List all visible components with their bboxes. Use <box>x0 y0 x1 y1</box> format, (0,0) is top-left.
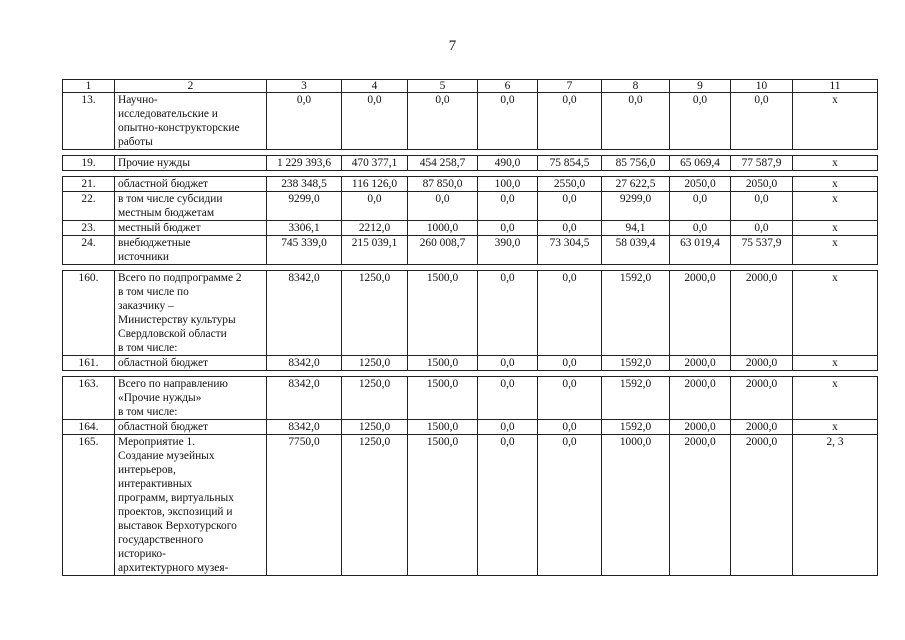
table-row <box>63 177 878 192</box>
reference-cell: x <box>793 420 878 435</box>
table-row <box>63 236 878 265</box>
value-cell: 2550,0 <box>538 177 602 192</box>
value-cell: 0,0 <box>538 377 602 420</box>
header-row <box>63 80 878 93</box>
row-name-cell: областной бюджет <box>115 420 267 435</box>
header-cell: 2 <box>115 80 267 93</box>
value-cell: 1250,0 <box>342 356 408 371</box>
header-cell: 1 <box>63 80 115 93</box>
reference-cell: x <box>793 192 878 221</box>
value-cell: 454 258,7 <box>408 156 478 171</box>
value-cell: 0,0 <box>538 271 602 356</box>
value-cell: 0,0 <box>731 192 793 221</box>
value-cell: 2000,0 <box>670 271 731 356</box>
table-row <box>63 93 878 150</box>
header-cell: 6 <box>478 80 538 93</box>
reference-cell: x <box>793 377 878 420</box>
value-cell: 9299,0 <box>267 192 342 221</box>
value-cell: 2000,0 <box>670 377 731 420</box>
row-name-cell: Прочие нужды <box>115 156 267 171</box>
value-cell: 0,0 <box>538 221 602 236</box>
table-row <box>63 420 878 435</box>
value-cell: 490,0 <box>478 156 538 171</box>
value-cell: 2000,0 <box>731 435 793 576</box>
row-name-cell: Всего по подпрограмме 2 в том числе по заказчику – Министерству культуры Свердловской области в том числе: <box>115 271 267 356</box>
value-cell: 470 377,1 <box>342 156 408 171</box>
row-number-cell: 164. <box>63 420 115 435</box>
value-cell: 75 854,5 <box>538 156 602 171</box>
table-body <box>63 80 878 576</box>
value-cell: 9299,0 <box>602 192 670 221</box>
table-row <box>63 221 878 236</box>
value-cell: 65 069,4 <box>670 156 731 171</box>
value-cell: 0,0 <box>731 93 793 150</box>
value-cell: 87 850,0 <box>408 177 478 192</box>
value-cell: 745 339,0 <box>267 236 342 265</box>
value-cell: 27 622,5 <box>602 177 670 192</box>
reference-cell: x <box>793 221 878 236</box>
table-row <box>63 356 878 371</box>
header-cell: 8 <box>602 80 670 93</box>
value-cell: 0,0 <box>478 435 538 576</box>
reference-cell: x <box>793 177 878 192</box>
budget-table <box>62 79 878 576</box>
value-cell: 0,0 <box>342 93 408 150</box>
table-row <box>63 377 878 420</box>
value-cell: 0,0 <box>602 93 670 150</box>
value-cell: 1592,0 <box>602 420 670 435</box>
value-cell: 8342,0 <box>267 377 342 420</box>
header-cell: 9 <box>670 80 731 93</box>
reference-cell: x <box>793 356 878 371</box>
header-cell: 4 <box>342 80 408 93</box>
value-cell: 1500,0 <box>408 420 478 435</box>
value-cell: 0,0 <box>478 192 538 221</box>
row-number-cell: 22. <box>63 192 115 221</box>
row-number-cell: 21. <box>63 177 115 192</box>
reference-cell: x <box>793 156 878 171</box>
table-row <box>63 271 878 356</box>
value-cell: 0,0 <box>478 420 538 435</box>
reference-cell: x <box>793 236 878 265</box>
value-cell: 1500,0 <box>408 435 478 576</box>
value-cell: 2000,0 <box>670 435 731 576</box>
row-name-cell: Всего по направлению «Прочие нужды» в том числе: <box>115 377 267 420</box>
value-cell: 8342,0 <box>267 271 342 356</box>
header-cell: 11 <box>793 80 878 93</box>
value-cell: 85 756,0 <box>602 156 670 171</box>
value-cell: 0,0 <box>478 356 538 371</box>
value-cell: 0,0 <box>538 356 602 371</box>
value-cell: 2000,0 <box>731 271 793 356</box>
header-cell: 10 <box>731 80 793 93</box>
row-number-cell: 13. <box>63 93 115 150</box>
value-cell: 0,0 <box>670 192 731 221</box>
row-number-cell: 163. <box>63 377 115 420</box>
value-cell: 58 039,4 <box>602 236 670 265</box>
value-cell: 1000,0 <box>602 435 670 576</box>
value-cell: 260 008,7 <box>408 236 478 265</box>
value-cell: 94,1 <box>602 221 670 236</box>
row-name-cell: областной бюджет <box>115 177 267 192</box>
value-cell: 2000,0 <box>670 356 731 371</box>
value-cell: 2000,0 <box>731 356 793 371</box>
value-cell: 2000,0 <box>670 420 731 435</box>
value-cell: 0,0 <box>267 93 342 150</box>
header-cell: 3 <box>267 80 342 93</box>
value-cell: 1250,0 <box>342 271 408 356</box>
value-cell: 0,0 <box>731 221 793 236</box>
value-cell: 2050,0 <box>670 177 731 192</box>
value-cell: 1500,0 <box>408 271 478 356</box>
value-cell: 238 348,5 <box>267 177 342 192</box>
row-number-cell: 19. <box>63 156 115 171</box>
row-name-cell: Научно- исследовательские и опытно-конструкторские работы <box>115 93 267 150</box>
value-cell: 0,0 <box>342 192 408 221</box>
value-cell: 0,0 <box>670 93 731 150</box>
row-name-cell: в том числе субсидии местным бюджетам <box>115 192 267 221</box>
value-cell: 8342,0 <box>267 420 342 435</box>
header-cell: 7 <box>538 80 602 93</box>
reference-cell: 2, 3 <box>793 435 878 576</box>
value-cell: 0,0 <box>478 377 538 420</box>
value-cell: 1592,0 <box>602 377 670 420</box>
table-row <box>63 192 878 221</box>
value-cell: 0,0 <box>538 93 602 150</box>
table-row <box>63 435 878 576</box>
reference-cell: x <box>793 93 878 150</box>
value-cell: 390,0 <box>478 236 538 265</box>
value-cell: 0,0 <box>478 271 538 356</box>
value-cell: 1592,0 <box>602 356 670 371</box>
value-cell: 7750,0 <box>267 435 342 576</box>
value-cell: 1250,0 <box>342 420 408 435</box>
row-name-cell: внебюджетные источники <box>115 236 267 265</box>
value-cell: 2050,0 <box>731 177 793 192</box>
row-name-cell: Мероприятие 1. Создание музейных интерьеров, интерактивных программ, виртуальных проектов, экспозиций и выставок Верхотурского государственного историко- архитектурного музея- <box>115 435 267 576</box>
header-cell: 5 <box>408 80 478 93</box>
value-cell: 75 537,9 <box>731 236 793 265</box>
value-cell: 0,0 <box>538 192 602 221</box>
value-cell: 2000,0 <box>731 377 793 420</box>
value-cell: 63 019,4 <box>670 236 731 265</box>
row-number-cell: 160. <box>63 271 115 356</box>
page-number: 7 <box>448 38 457 54</box>
reference-cell: x <box>793 271 878 356</box>
value-cell: 215 039,1 <box>342 236 408 265</box>
row-name-cell: областной бюджет <box>115 356 267 371</box>
row-number-cell: 23. <box>63 221 115 236</box>
value-cell: 0,0 <box>408 192 478 221</box>
value-cell: 1500,0 <box>408 356 478 371</box>
value-cell: 1 229 393,6 <box>267 156 342 171</box>
value-cell: 0,0 <box>538 435 602 576</box>
value-cell: 1000,0 <box>408 221 478 236</box>
value-cell: 0,0 <box>670 221 731 236</box>
row-number-cell: 24. <box>63 236 115 265</box>
value-cell: 3306,1 <box>267 221 342 236</box>
value-cell: 1250,0 <box>342 377 408 420</box>
value-cell: 1500,0 <box>408 377 478 420</box>
row-name-cell: местный бюджет <box>115 221 267 236</box>
value-cell: 0,0 <box>538 420 602 435</box>
table-row <box>63 156 878 171</box>
value-cell: 0,0 <box>478 221 538 236</box>
value-cell: 73 304,5 <box>538 236 602 265</box>
value-cell: 1592,0 <box>602 271 670 356</box>
value-cell: 1250,0 <box>342 435 408 576</box>
row-number-cell: 161. <box>63 356 115 371</box>
row-number-cell: 165. <box>63 435 115 576</box>
value-cell: 0,0 <box>478 93 538 150</box>
value-cell: 8342,0 <box>267 356 342 371</box>
value-cell: 2212,0 <box>342 221 408 236</box>
value-cell: 0,0 <box>408 93 478 150</box>
value-cell: 116 126,0 <box>342 177 408 192</box>
value-cell: 2000,0 <box>731 420 793 435</box>
value-cell: 77 587,9 <box>731 156 793 171</box>
value-cell: 100,0 <box>478 177 538 192</box>
